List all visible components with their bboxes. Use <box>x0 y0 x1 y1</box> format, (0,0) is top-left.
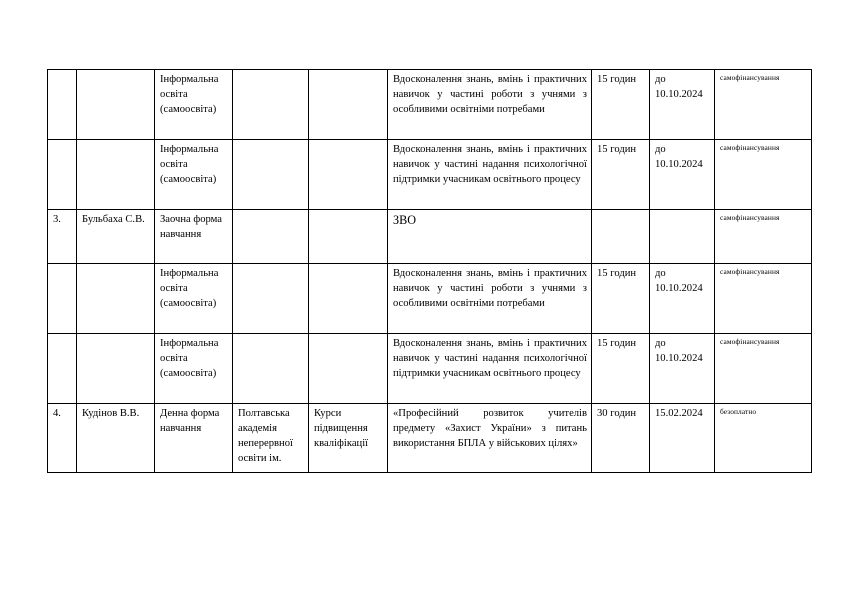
hours-cell: 15 годин <box>592 140 650 210</box>
row-number-cell: 3. <box>48 210 77 264</box>
course-topic-cell: Вдосконалення знань, вмінь і практичних навичок у частині надання психологічної підтримки учасникам освітнього процесу <box>388 334 592 404</box>
course-type-cell <box>309 210 388 264</box>
term-cell: 15.02.2024 <box>650 404 715 473</box>
table-row <box>48 404 812 473</box>
institution-cell <box>233 334 309 404</box>
teacher-name-cell <box>77 140 155 210</box>
teacher-name-cell <box>77 264 155 334</box>
study-form-cell: Денна форма навчання <box>155 404 233 473</box>
teacher-name-cell <box>77 70 155 140</box>
row-number-cell <box>48 70 77 140</box>
course-type-cell <box>309 264 388 334</box>
table-row <box>48 264 812 334</box>
term-cell <box>650 210 715 264</box>
study-form-cell: Заочна форма навчання <box>155 210 233 264</box>
teacher-name-cell: Бульбаха С.В. <box>77 210 155 264</box>
teacher-name-cell <box>77 334 155 404</box>
funding-cell: самофінансування <box>715 334 812 404</box>
institution-cell <box>233 264 309 334</box>
funding-cell: самофінансування <box>715 70 812 140</box>
teacher-name-cell: Кудінов В.В. <box>77 404 155 473</box>
table-row <box>48 334 812 404</box>
course-topic-cell: Вдосконалення знань, вмінь і практичних навичок у частині роботи з учнями з особливими освітніми потребами <box>388 70 592 140</box>
table-row <box>48 70 812 140</box>
study-form-cell: Інформальна освіта (самоосвіта) <box>155 264 233 334</box>
table-row <box>48 140 812 210</box>
course-topic-cell: «Професійний розвиток учителів предмету «Захист України» з питань використання БПЛА у військових цілях» <box>388 404 592 473</box>
institution-cell: Полтавська академія неперервної освіти ім. <box>233 404 309 473</box>
course-type-cell <box>309 140 388 210</box>
course-type-cell: Курси підвищення кваліфікації <box>309 404 388 473</box>
term-cell: до 10.10.2024 <box>650 140 715 210</box>
institution-cell <box>233 210 309 264</box>
hours-cell: 15 годин <box>592 264 650 334</box>
funding-cell: самофінансування <box>715 140 812 210</box>
institution-cell <box>233 140 309 210</box>
funding-cell: самофінансування <box>715 210 812 264</box>
row-number-cell <box>48 264 77 334</box>
funding-cell: безоплатно <box>715 404 812 473</box>
course-type-cell <box>309 334 388 404</box>
course-topic-cell: Вдосконалення знань, вмінь і практичних навичок у частині роботи з учнями з особливими освітніми потребами <box>388 264 592 334</box>
funding-cell: самофінансування <box>715 264 812 334</box>
hours-cell: 30 годин <box>592 404 650 473</box>
hours-cell: 15 годин <box>592 70 650 140</box>
study-form-cell: Інформальна освіта (самоосвіта) <box>155 140 233 210</box>
institution-cell <box>233 70 309 140</box>
course-topic-cell: ЗВО <box>388 210 592 264</box>
term-cell: до 10.10.2024 <box>650 334 715 404</box>
table-row <box>48 210 812 264</box>
term-cell: до 10.10.2024 <box>650 70 715 140</box>
row-number-cell: 4. <box>48 404 77 473</box>
study-form-cell: Інформальна освіта (самоосвіта) <box>155 70 233 140</box>
course-topic-cell: Вдосконалення знань, вмінь і практичних навичок у частині надання психологічної підтримки учасникам освітнього процесу <box>388 140 592 210</box>
row-number-cell <box>48 140 77 210</box>
training-plan-table <box>47 69 812 473</box>
row-number-cell <box>48 334 77 404</box>
study-form-cell: Інформальна освіта (самоосвіта) <box>155 334 233 404</box>
hours-cell: 15 годин <box>592 334 650 404</box>
hours-cell <box>592 210 650 264</box>
course-type-cell <box>309 70 388 140</box>
term-cell: до 10.10.2024 <box>650 264 715 334</box>
